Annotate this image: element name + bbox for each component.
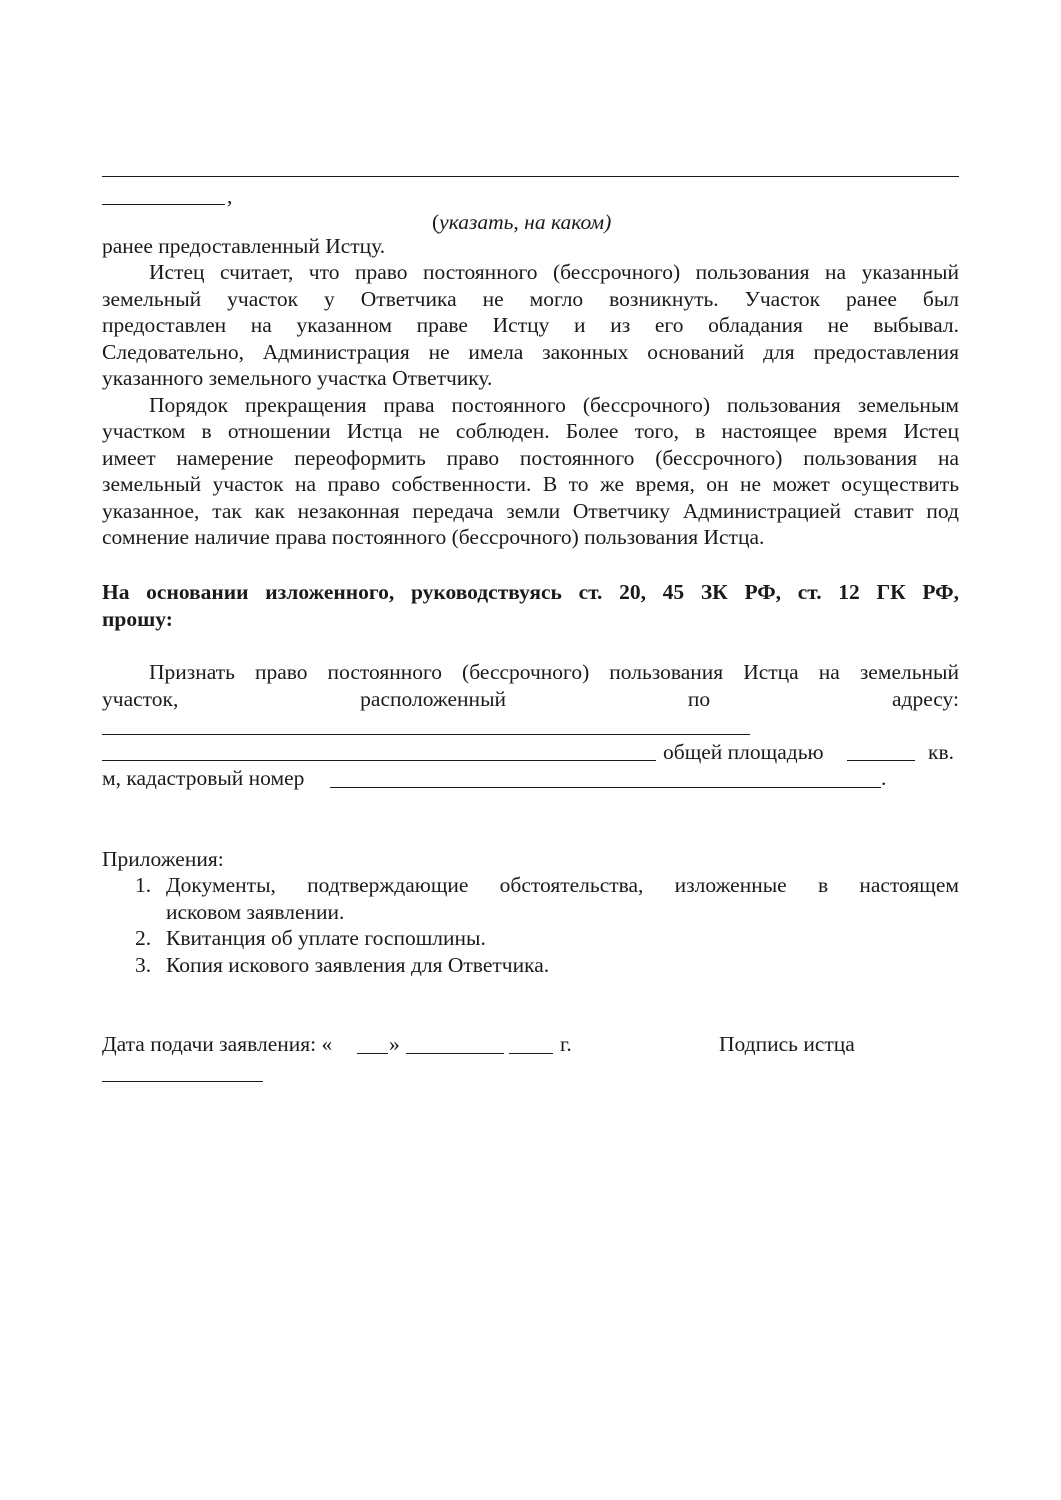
cadastral-label: м, кадастровый номер	[102, 766, 305, 790]
paragraph-2-line-1: Порядок прекращения права постоянного (бессрочного) пользования земельным	[149, 393, 959, 417]
attachment-text: Документы, подтверждающие обстоятельства, изложенные в настоящем	[166, 873, 959, 897]
attachment-text-cont: исковом заявлении.	[166, 900, 345, 924]
paragraph-1-line-3: предоставлен на указанном праве Истцу и из его обладания не выбывал.	[102, 313, 959, 337]
cadastral-end: .	[881, 766, 887, 790]
hint-open: (	[432, 210, 440, 234]
year-suffix: г.	[560, 1032, 572, 1056]
signature-label: Подпись истца	[719, 1032, 855, 1056]
paragraph-1-line-4: Следовательно, Администрация не имела законных оснований для предоставления	[102, 340, 959, 364]
paragraph-2-line-4: земельный участок на право собственности. В то же время, он не может осуществить	[102, 472, 959, 496]
date-label: Дата подачи заявления: «	[102, 1032, 333, 1056]
paragraph-1-line-5: указанного земельного участка Ответчику.	[102, 366, 493, 390]
request-line-1: Признать право постоянного (бессрочного) пользования Истца на земельный	[149, 660, 959, 684]
signature-blank	[102, 1081, 263, 1082]
paragraph-2-line-6: сомнение наличие права постоянного (бессрочного) пользования Истца.	[102, 525, 765, 549]
date-close: »	[389, 1032, 400, 1056]
paragraph-1-line-2: земельный участок у Ответчика не могло возникнуть. Участок ранее был	[102, 287, 959, 311]
address-blank-line-1	[102, 734, 750, 735]
cadastral-blank	[330, 787, 881, 788]
attachment-num: 2.	[135, 926, 152, 950]
request-line-2: участок, расположенный по адресу:	[102, 687, 959, 711]
area-label: общей площадью	[663, 740, 824, 764]
paragraph-2-line-5: указанное, так как незаконная передача земли Ответчику Администрацией ставит под	[102, 499, 959, 523]
attachment-num: 3.	[135, 953, 152, 977]
blank-line-top	[102, 176, 959, 177]
hint-caption	[432, 209, 752, 236]
trailing-comma: ,	[227, 184, 233, 208]
attachment-num: 1.	[135, 873, 152, 897]
date-year-blank	[509, 1053, 553, 1054]
hint-text: указать, на каком)	[439, 210, 612, 234]
date-day-blank	[357, 1053, 388, 1054]
blank-line-short	[102, 204, 225, 205]
intro-line-end: ранее предоставленный Истцу.	[102, 234, 386, 258]
paragraph-1-line-1: Истец считает, что право постоянного (бессрочного) пользования на указанный	[149, 260, 959, 284]
basis-line-2: прошу:	[102, 607, 173, 631]
basis-line-1: На основании изложенного, руководствуясь ст. 20, 45 ЗК РФ, ст. 12 ГК РФ,	[102, 580, 959, 604]
attachment-text: Квитанция об уплате госпошлины.	[166, 926, 486, 950]
attachment-text: Копия искового заявления для Ответчика.	[166, 953, 550, 977]
attachments-title: Приложения:	[102, 847, 224, 871]
date-month-blank	[406, 1053, 504, 1054]
paragraph-2-line-2: участком в отношении Истца не соблюден. Более того, в настоящее время Истец	[102, 419, 959, 443]
area-blank	[847, 760, 915, 761]
address-blank-line-2	[102, 760, 656, 761]
paragraph-2-line-3: имеет намерение переоформить право постоянного (бессрочного) пользования на	[102, 446, 959, 470]
area-unit: кв.	[928, 740, 954, 764]
